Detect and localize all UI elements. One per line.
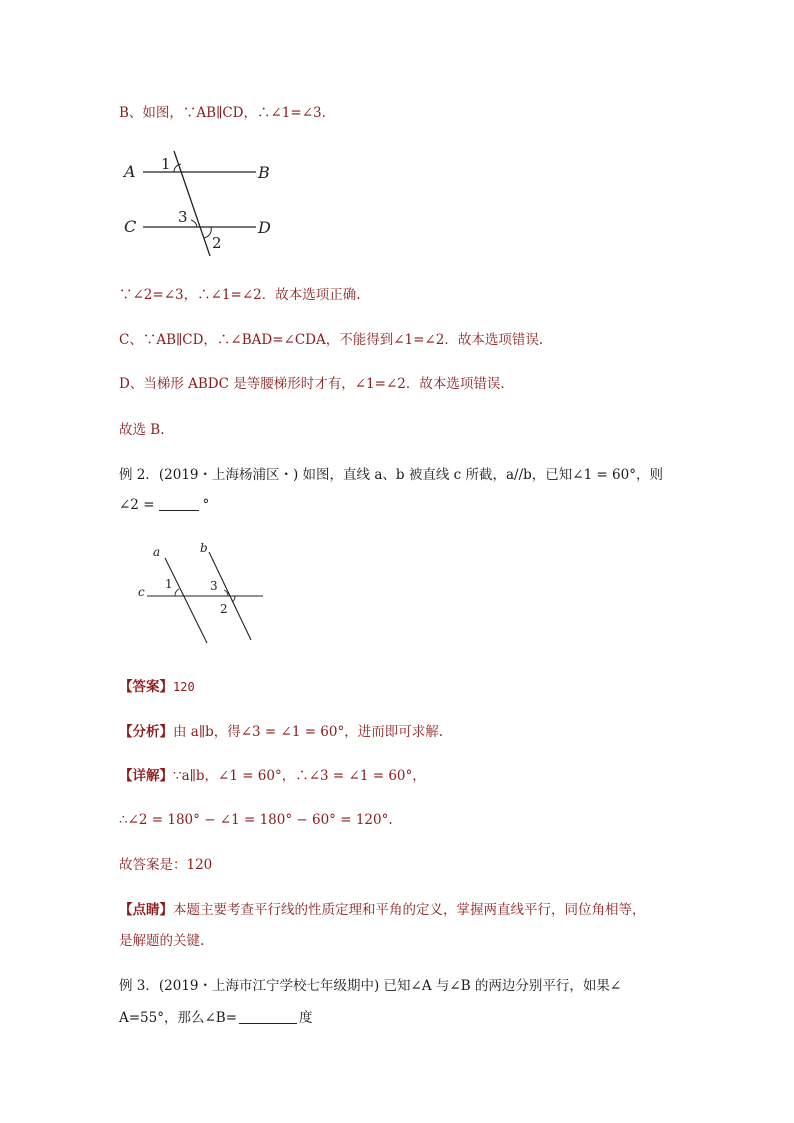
label-angle-1: 1 [165,577,173,591]
label-c: c [138,585,145,599]
label-angle-2: 2 [220,602,228,616]
parallel-lines-figure-1 [118,145,278,260]
text-line-choice: 故选 B. [119,422,165,438]
parallel-lines-figure-2 [135,540,270,645]
text-line-conclusion: ∵∠2=∠3，∴∠1=∠2．故本选项正确. [119,287,361,303]
label-a: a [153,545,161,559]
label-angle-3: 3 [210,579,218,593]
text-line-d-option: D、当梯形 ABDC 是等腰梯形时才有，∠1=∠2．故本选项错误. [119,376,505,392]
tip-line-2: 是解题的关键. [119,933,205,949]
example-2-question-line2: ∠2 = ° [119,497,210,513]
example-3-question: 例 3．(2019・上海市江宁学校七年级期中) 已知∠A 与∠B 的两边分别平行，如果∠ [119,978,622,994]
answer-blank-2 [239,1009,297,1024]
label-A: A [124,162,136,181]
label-angle-1: 1 [161,155,171,173]
label-b: b [200,541,208,555]
text-line-b-option: B、如图，∵AB∥CD，∴∠1=∠3. [119,105,326,121]
calculation-line: ∴∠2 = 180° − ∠1 = 180° − 60° = 120°. [119,812,393,828]
text-line-c-option: C、∵AB∥CD，∴∠BAD=∠CDA，不能得到∠1=∠2．故本选项错误. [119,332,544,348]
analysis-line: 【分析】由 a∥b，得∠3 = ∠1 = 60°，进而即可求解. [119,724,444,740]
example-2-question: 例 2．(2019・上海杨浦区・) 如图，直线 a、b 被直线 c 所截，a//b，已知∠1 = 60°，则 [119,467,663,483]
label-B: B [258,163,270,182]
answer-line: 【答案】120 [119,679,195,695]
example-3-question-line2: A=55°，那么∠B= 度 [119,1010,313,1026]
label-C: C [124,217,137,236]
label-angle-2: 2 [212,234,222,252]
label-angle-3: 3 [178,208,188,226]
label-D: D [258,218,271,237]
answer-blank [159,496,199,511]
final-answer-line: 故答案是：120 [119,857,213,873]
tip-line: 【点睛】本题主要考查平行线的性质定理和平角的定义，掌握两直线平行，同位角相等， [119,902,646,918]
detail-line: 【详解】∵a∥b，∠1 = 60°，∴∠3 = ∠1 = 60°， [119,768,426,784]
